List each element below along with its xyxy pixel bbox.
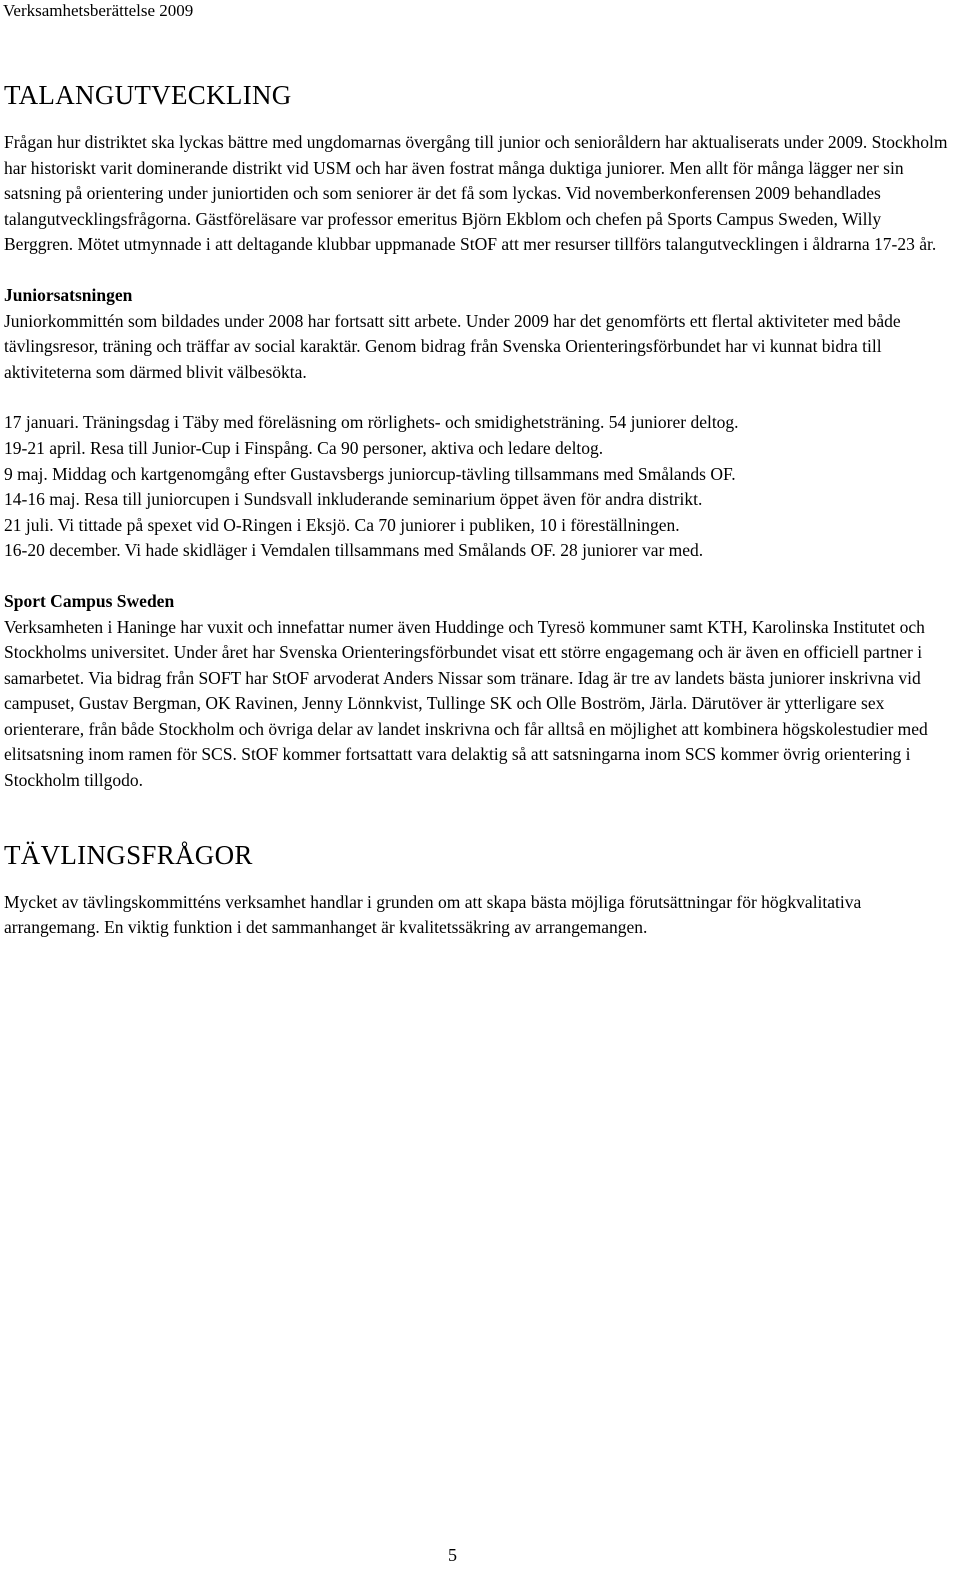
list-item: 19-21 april. Resa till Junior-Cup i Finspång. Ca 90 personer, aktiva och ledare deltog. bbox=[4, 437, 604, 458]
sport-campus-paragraph: Verksamheten i Haninge har vuxit och innefattar numer även Huddinge och Tyresö kommuner samt KTH, Karolinska Institutet och Stockholms universitet. Under året har Svenska Orienteringsförbundet visat ett större engagemang och är även en officiell partner i samarbetet. Via bidrag från SOFT har StOF arvoderat Anders Nissar som tränare. Idag är tre av landets bästa juniorer inskrivna vid campuset, Gustav Bergman, OK Ravinen, Jenny Lönnkvist, Tullinge SK och Olle Boström, Järla. Därutöver är ytterligare sex orienterare, från både Stockholm och övriga delar av landet inskrivna och får alltså en möjlighet att kombinera högskolestudier med elitsatsning inom ramen för SCS. StOF kommer fortsattatt vara delaktig så att satsningarna inom SCS kommer övrig orientering i Stockholm tillgodo. bbox=[4, 616, 928, 791]
section-title-tavlingsfragor: TÄVLINGSFRÅGOR bbox=[4, 839, 253, 870]
sport-campus-heading: Sport Campus Sweden bbox=[4, 590, 175, 611]
page-number: 5 bbox=[448, 1545, 457, 1565]
list-item: 16-20 december. Vi hade skidläger i Vemdalen tillsammans med Smålands OF. 28 juniorer var med. bbox=[4, 540, 704, 561]
talangutveckling-paragraph: Frågan hur distriktet ska lyckas bättre med ungdomarnas övergång till junior och senioråldern har aktualiserats under 2009. Stockholm har historiskt varit dominerande distrikt vid USM och har även fostrat många duktiga juniorer. Men allt för många lägger ner sin satsning på orientering under juniortiden och som seniorer är det få som lyckas. Vid novemberkonferensen 2009 behandlades talangutvecklingsfrågorna. Gästföreläsare var professor emeritus Björn Ekblom och chefen på Sports Campus Sweden, Willy Berggren. Mötet utmynnade i att deltagande klubbar uppmanade StOF att mer resurser tillförs talangutvecklingen i åldrarna 17-23 år. bbox=[4, 132, 948, 255]
list-item: 9 maj. Middag och kartgenomgång efter Gustavsbergs juniorcup-tävling tillsammans med Smålands OF. bbox=[4, 463, 736, 484]
list-item: 21 juli. Vi tittade på spexet vid O-Ringen i Eksjö. Ca 70 juniorer i publiken, 10 i föreställningen. bbox=[4, 514, 680, 535]
junior-events-list bbox=[4, 410, 954, 564]
list-item: 17 januari. Träningsdag i Täby med föreläsning om rörlighets- och smidighetsträning. 54 juniorer deltog. bbox=[4, 412, 739, 433]
page-content bbox=[4, 78, 954, 941]
tavlingsfragor-paragraph: Mycket av tävlingskommitténs verksamhet handlar i grunden om att skapa bästa möjliga förutsättningar för högkvalitativa arrangemang. En viktig funktion i det sammanhanget är kvalitetssäkring av arrangemangen. bbox=[4, 891, 862, 938]
list-item: 14-16 maj. Resa till juniorcupen i Sundsvall inkluderande seminarium öppet även för andra distrikt. bbox=[4, 489, 703, 510]
juniorsatsningen-paragraph: Juniorkommittén som bildades under 2008 har fortsatt sitt arbete. Under 2009 har det genomförts ett flertal aktiviteter med både tävlingsresor, träning och träffar av social karaktär. Genom bidrag från Svenska Orienteringsförbundet har vi kunnat bidra till aktiviteterna som därmed blivit välbesökta. bbox=[4, 310, 901, 382]
section-title-talangutveckling: TALANGUTVECKLING bbox=[4, 80, 292, 110]
running-header: Verksamhetsberättelse 2009 bbox=[3, 1, 194, 20]
juniorsatsningen-heading: Juniorsatsningen bbox=[4, 284, 133, 305]
